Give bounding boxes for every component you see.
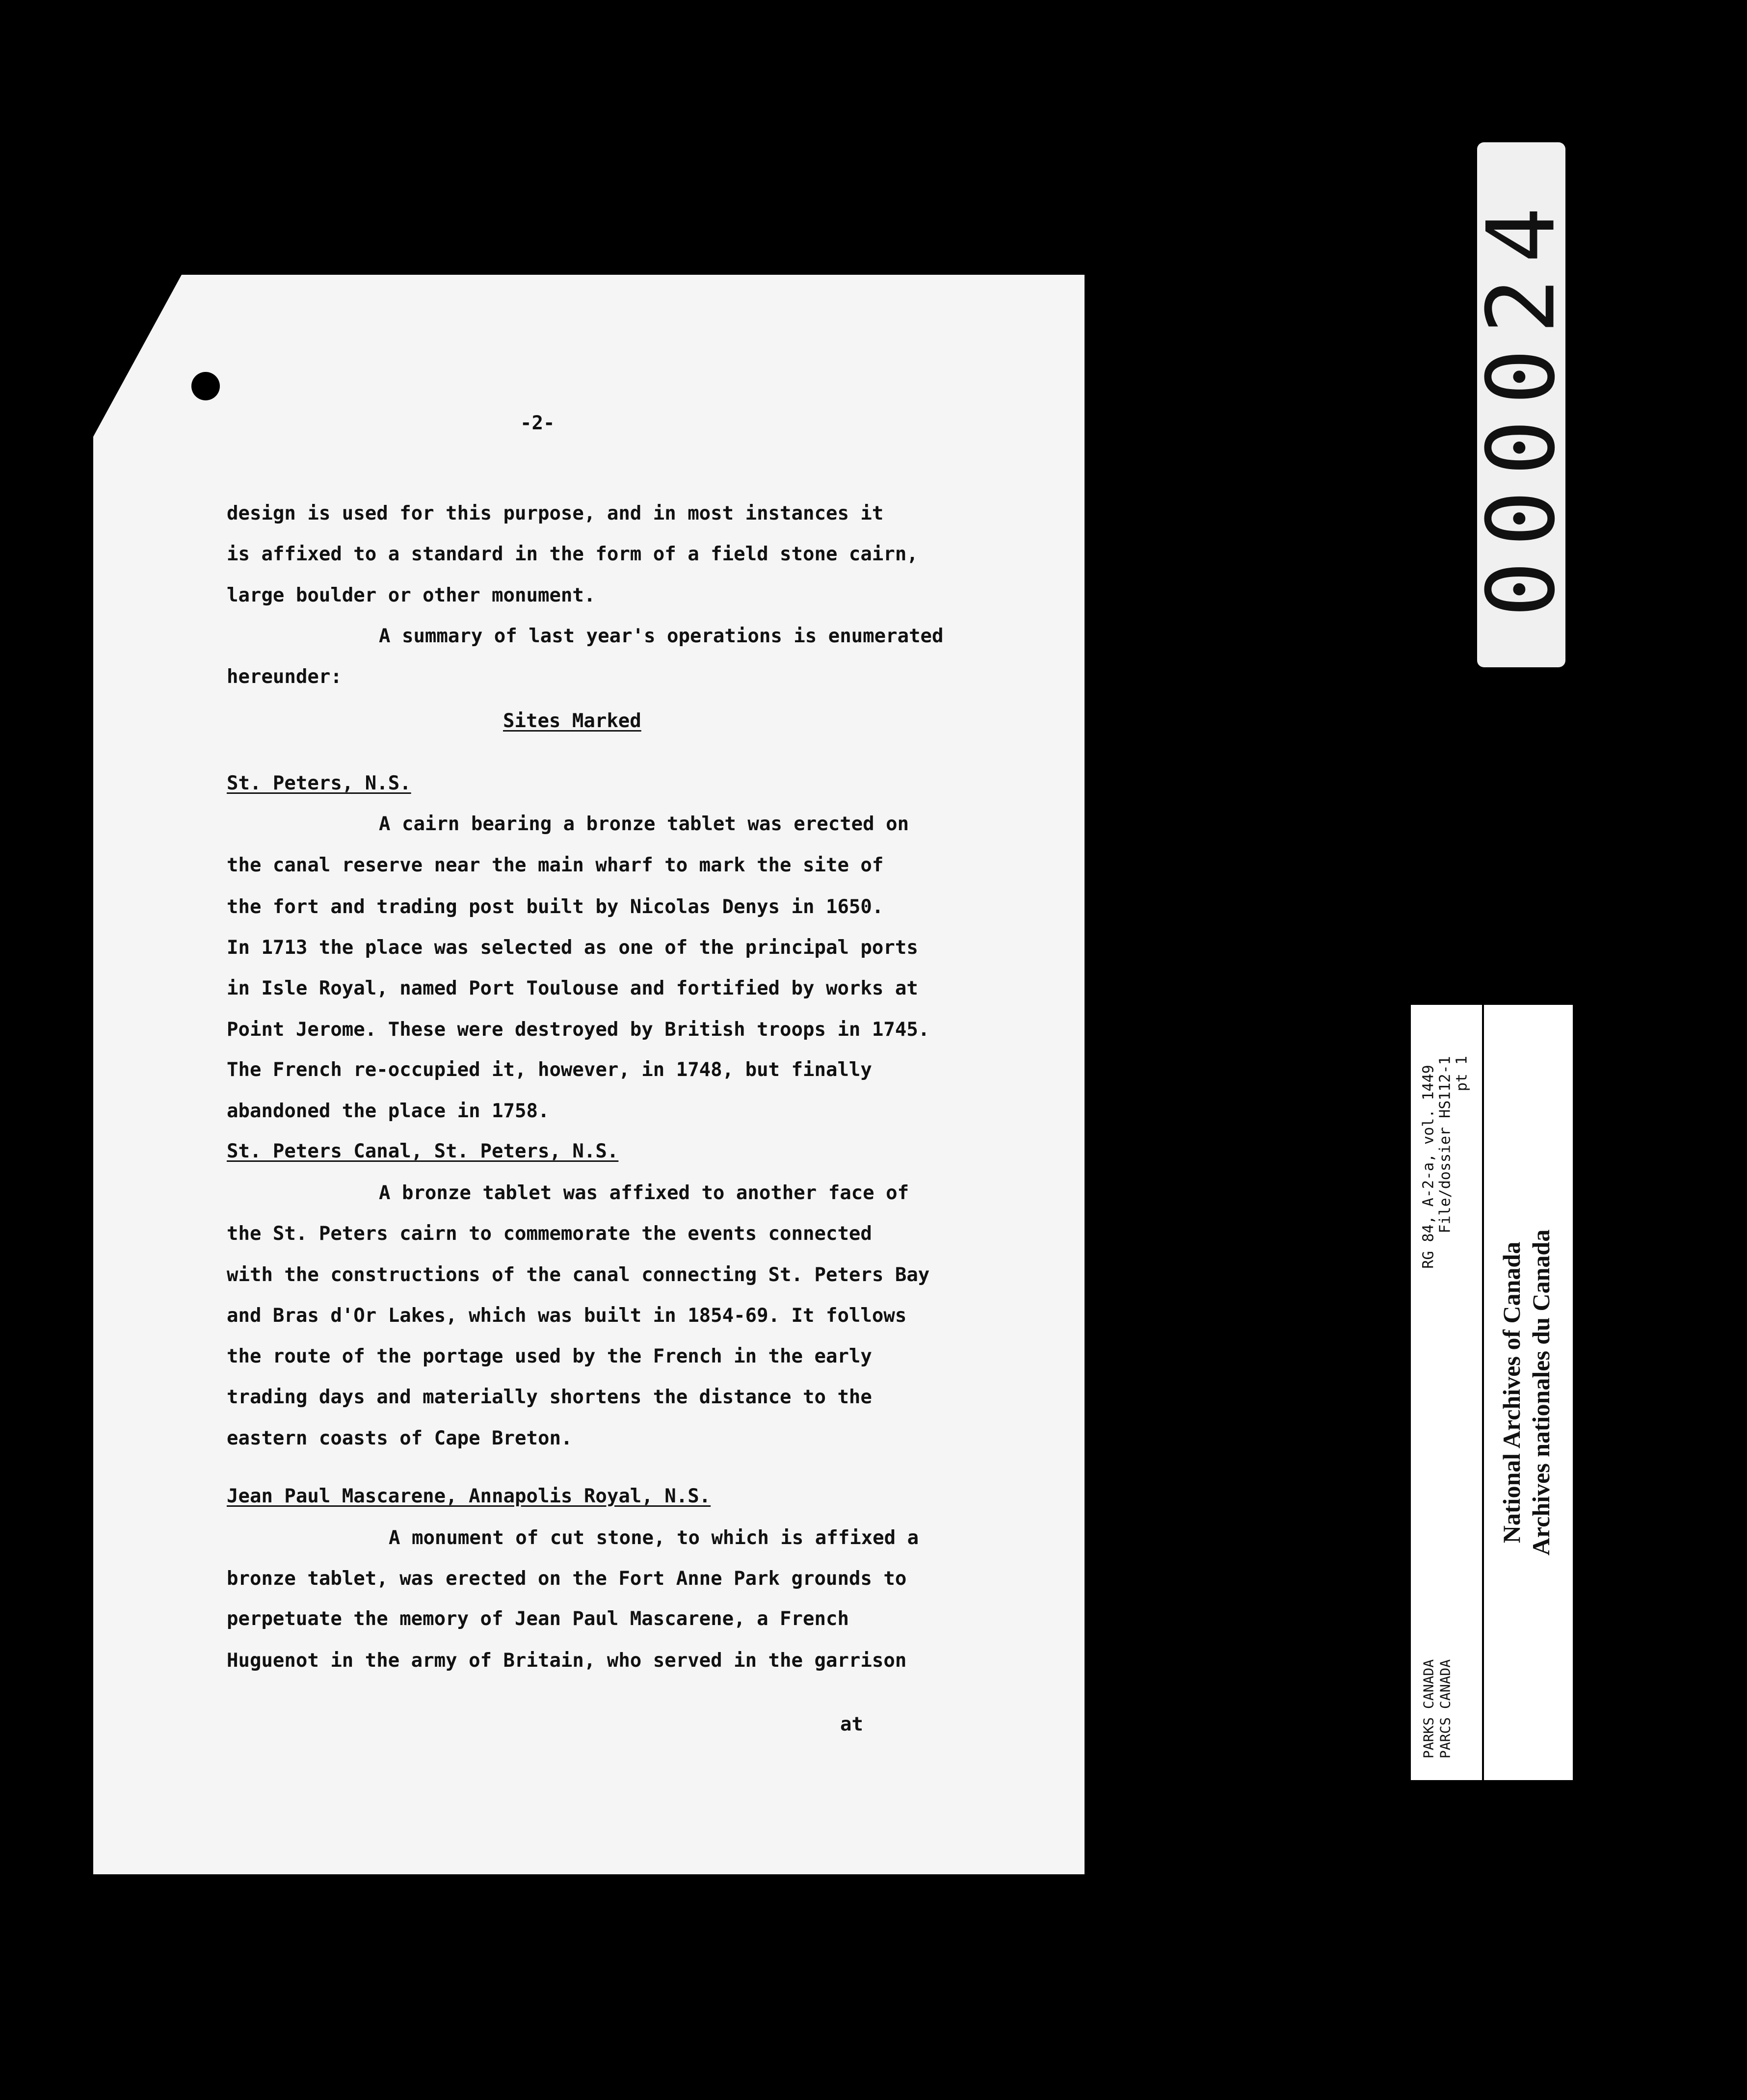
page-number: -2- — [520, 412, 555, 434]
punch-hole — [191, 372, 220, 400]
label-divider — [1482, 1005, 1484, 1780]
text-line: hereunder: — [227, 666, 342, 688]
section-heading: St. Peters Canal, St. Peters, N.S. — [227, 1140, 619, 1162]
text-line: the route of the portage used by the French in the early — [227, 1345, 872, 1367]
text-line: The French re-occupied it, however, in 1748, but finally — [227, 1059, 872, 1081]
text-line: bronze tablet, was erected on the Fort Anne Park grounds to — [227, 1568, 907, 1590]
text-line: perpetuate the memory of Jean Paul Mascarene, a French — [227, 1608, 849, 1630]
institution-name-en: National Archives of Canada — [1498, 1241, 1525, 1544]
text-line: Point Jerome. These were destroyed by British troops in 1745. — [227, 1019, 930, 1041]
reference-line: pt 1 — [1453, 1055, 1471, 1092]
text-line: the St. Peters cairn to commemorate the events connected — [227, 1223, 872, 1245]
frame-number-strip — [1467, 142, 1576, 667]
text-line: A summary of last year's operations is enumerated — [379, 625, 944, 647]
parcs-canada-label: PARCS CANADA — [1437, 1659, 1454, 1759]
text-line: the fort and trading post built by Nicolas Denys in 1650. — [227, 896, 884, 918]
section-heading: Sites Marked — [503, 710, 641, 732]
section-heading: St. Peters, N.S. — [227, 772, 411, 794]
text-line: with the constructions of the canal connecting St. Peters Bay — [227, 1264, 930, 1286]
frame-number: 000024 — [1467, 192, 1576, 618]
text-line: Huguenot in the army of Britain, who served in the garrison — [227, 1650, 907, 1672]
parks-canada-label: PARKS CANADA — [1420, 1659, 1437, 1759]
text-line: In 1713 the place was selected as one of the principal ports — [227, 937, 918, 959]
text-line: abandoned the place in 1758. — [227, 1100, 550, 1122]
text-line: A bronze tablet was affixed to another face of — [379, 1182, 909, 1204]
reference-line: File/dossier HS112-1 — [1436, 1056, 1454, 1234]
institution-name-fr: Archives nationales du Canada — [1527, 1229, 1555, 1556]
section-heading: Jean Paul Mascarene, Annapolis Royal, N.S. — [227, 1485, 711, 1507]
text-line: at — [840, 1713, 863, 1735]
text-line: the canal reserve near the main wharf to mark the site of — [227, 854, 884, 876]
text-line: design is used for this purpose, and in most instances it — [227, 502, 884, 525]
text-line: A cairn bearing a bronze tablet was erected on — [379, 813, 909, 835]
archive-label — [1411, 1005, 1573, 1780]
text-line: is affixed to a standard in the form of a field stone cairn, — [227, 543, 918, 565]
text-line: trading days and materially shortens the distance to the — [227, 1386, 872, 1408]
text-line: and Bras d'Or Lakes, which was built in 1854-69. It follows — [227, 1305, 907, 1327]
text-line: large boulder or other monument. — [227, 584, 596, 606]
reference-line: RG 84, A-2-a, vol. 1449 — [1420, 1065, 1437, 1269]
text-line: eastern coasts of Cape Breton. — [227, 1427, 573, 1449]
text-line: in Isle Royal, named Port Toulouse and fortified by works at — [227, 977, 918, 999]
text-line: A monument of cut stone, to which is affixed a — [389, 1527, 919, 1549]
